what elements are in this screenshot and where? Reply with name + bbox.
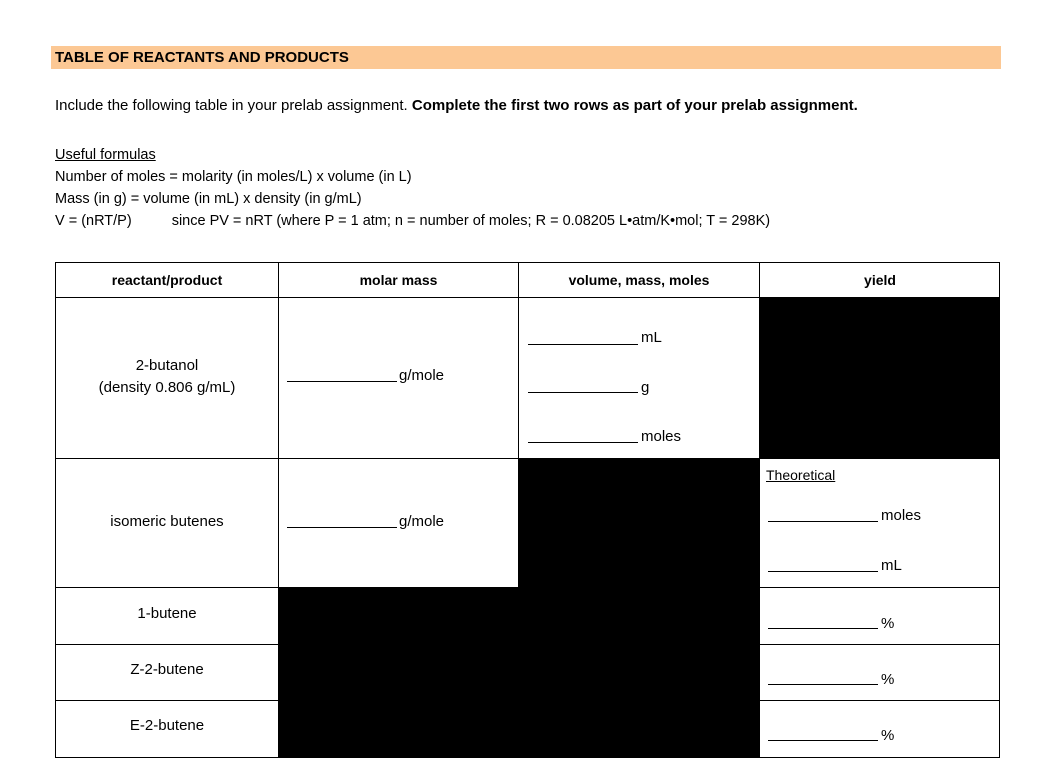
butanol-molar-mass-unit: g/mole: [399, 367, 445, 384]
theoretical-ml-blank[interactable]: [768, 571, 878, 572]
butanol-volume-unit: mL: [641, 329, 662, 346]
section-title: TABLE OF REACTANTS AND PRODUCTS: [55, 49, 349, 66]
1-butene-yield-blank[interactable]: [768, 628, 878, 629]
blocked-cell-butenes-volume: [519, 459, 760, 588]
formula-mass: Mass (in g) = volume (in mL) x density (in g/mL): [55, 191, 362, 207]
reactants-products-table: [55, 262, 1000, 758]
formula-volume: [55, 210, 770, 232]
butenes-molar-mass-unit: g/mole: [399, 513, 445, 530]
butanol-moles-unit: moles: [641, 428, 682, 445]
section-header: [51, 46, 1001, 69]
e-2-butene-yield-blank[interactable]: [768, 740, 878, 741]
formula-volume-note: since PV = nRT (where P = 1 atm; n = number of moles; R = 0.08205 L•atm/K•mol; T = 298K): [171, 213, 771, 229]
butanol-mass-blank[interactable]: [528, 392, 638, 393]
useful-formulas: [55, 144, 770, 232]
z-2-butene-yield-blank[interactable]: [768, 684, 878, 685]
formula-volume-eq: V = (nRT/P): [55, 213, 132, 229]
butanol-moles-blank[interactable]: [528, 442, 638, 443]
butenes-molar-mass-blank[interactable]: [287, 527, 397, 528]
row-butanol-name: 2-butanol: [135, 357, 199, 374]
column-header-volume-mass-moles: volume, mass, moles: [568, 272, 710, 288]
butanol-volume-blank[interactable]: [528, 344, 638, 345]
formula-moles: Number of moles = molarity (in moles/L) x volume (in L): [55, 169, 412, 185]
butanol-mass-unit: g: [641, 379, 650, 396]
instructions-text: Include the following table in your prelab assignment.: [55, 97, 408, 114]
column-header-molar-mass: molar mass: [359, 272, 438, 288]
row-1-butene-name: 1-butene: [137, 605, 197, 622]
column-header-yield: yield: [864, 272, 896, 288]
theoretical-yield-heading: Theoretical: [766, 467, 836, 483]
column-header-reactant: reactant/product: [111, 272, 223, 288]
row-butenes-name: isomeric butenes: [110, 513, 224, 530]
instructions: [55, 97, 858, 114]
theoretical-moles-unit: moles: [881, 507, 922, 524]
e-2-butene-yield-unit: %: [881, 727, 895, 744]
z-2-butene-yield-unit: %: [881, 671, 895, 688]
row-z-2-butene-name: Z-2-butene: [130, 661, 204, 678]
theoretical-ml-unit: mL: [881, 557, 902, 574]
row-e-2-butene-name: E-2-butene: [129, 717, 205, 734]
blocked-cell-butanol-yield: [760, 298, 1000, 459]
butanol-molar-mass-blank[interactable]: [287, 381, 397, 382]
blocked-cell-isomers-molar-volume: [279, 588, 760, 758]
formulas-heading: Useful formulas: [55, 147, 156, 163]
1-butene-yield-unit: %: [881, 615, 895, 632]
row-butanol-density: (density 0.806 g/mL): [98, 379, 236, 396]
instructions-bold: Complete the first two rows as part of your prelab assignment.: [411, 97, 858, 114]
theoretical-moles-blank[interactable]: [768, 521, 878, 522]
